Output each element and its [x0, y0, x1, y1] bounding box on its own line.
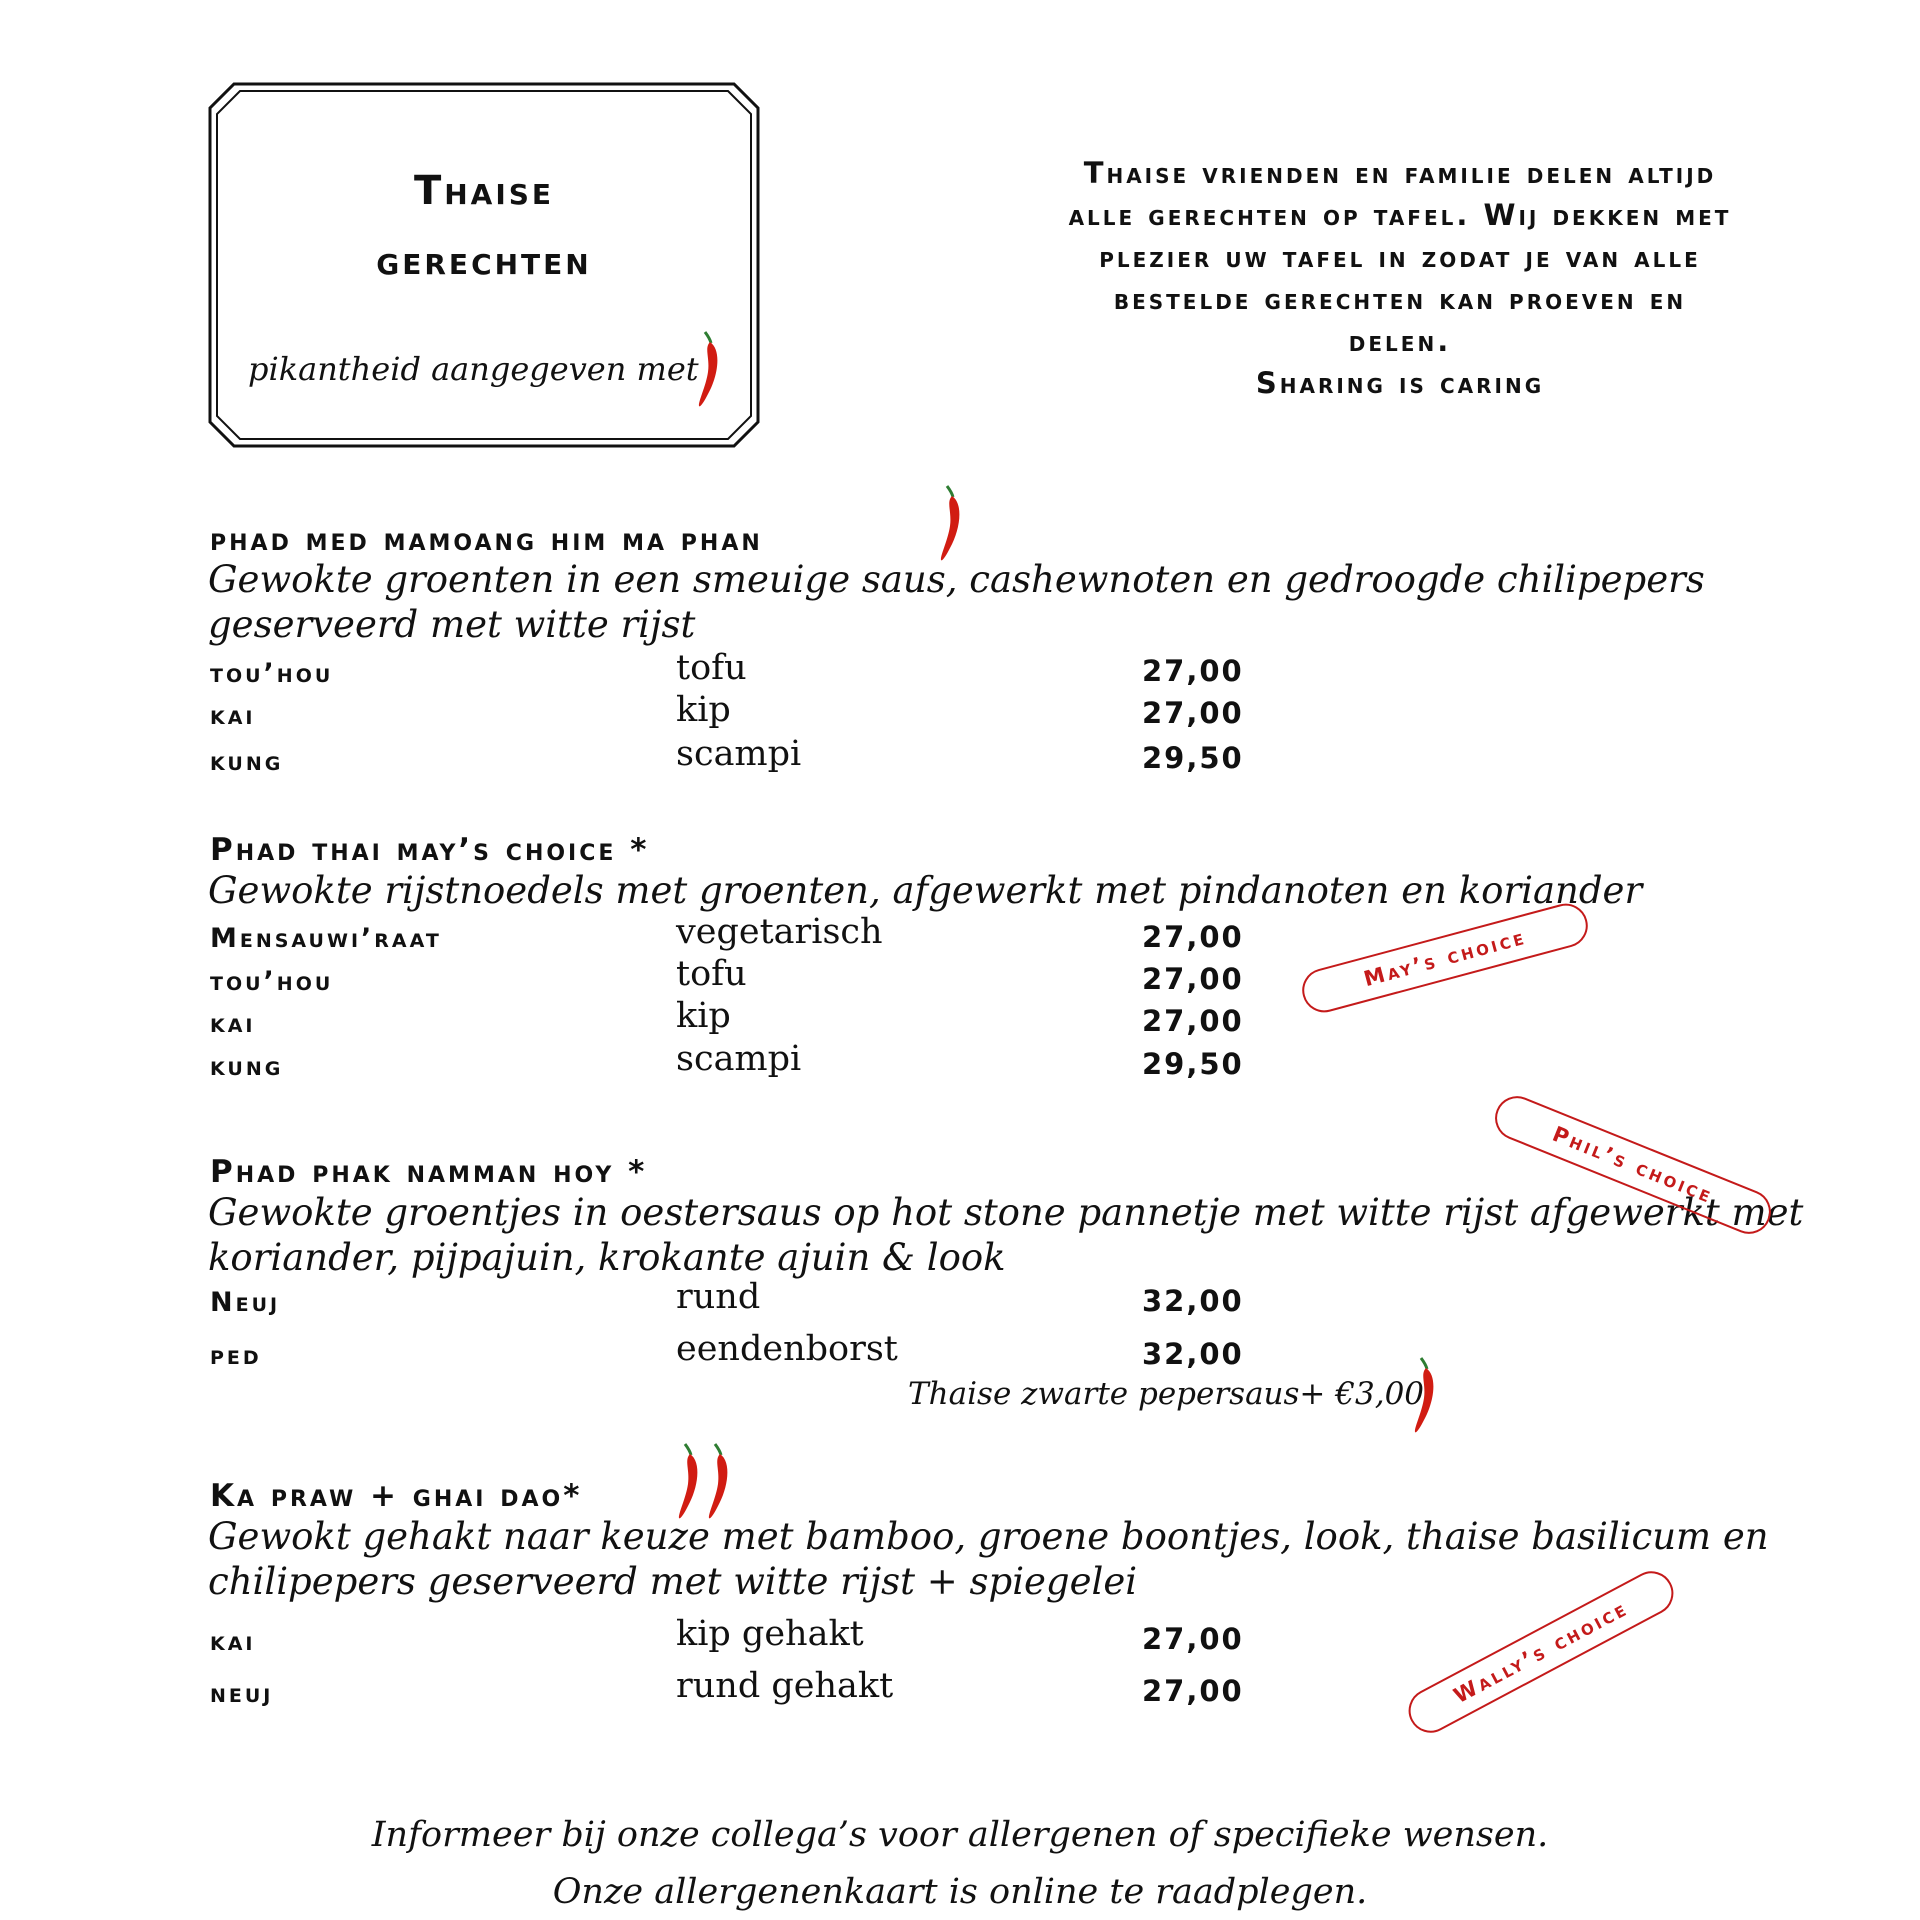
footer-allergen-online: Onze allergenenkaart is online te raadplegen.	[552, 1872, 1368, 1912]
variant-price: 27,00	[1142, 920, 1244, 954]
variant-price: 29,50	[1142, 1047, 1244, 1081]
variant-name: neuj	[210, 1678, 274, 1709]
chili-pepper-icon	[706, 1440, 736, 1522]
mays-choice-stamp: May’s choice	[1297, 899, 1592, 1018]
variant-name: Mensauwi’raat	[210, 923, 442, 954]
intro-line: alle gerechten op tafel. Wij dekken met	[1068, 198, 1732, 232]
extra-sauce: Thaise zwarte pepersaus+ €3,00	[908, 1376, 1425, 1412]
chili-pepper-icon	[1412, 1354, 1442, 1436]
variant-desc: rund gehakt	[676, 1666, 894, 1706]
intro-line: delen.	[1348, 324, 1452, 358]
intro-text	[940, 152, 1860, 404]
variant-price: 32,00	[1142, 1337, 1244, 1371]
variant-desc: tofu	[676, 954, 747, 994]
variant-desc: scampi	[676, 734, 802, 774]
variant-desc: kip gehakt	[676, 1614, 864, 1654]
title-box	[208, 82, 760, 448]
intro-line: Thaise vrienden en familie delen altijd	[1083, 156, 1717, 190]
intro-line: Sharing is caring	[1255, 366, 1545, 400]
intro-line: plezier uw tafel in zodat je van alle	[1099, 240, 1701, 274]
dish-title: Phad thai may’s choice *	[210, 832, 650, 868]
dish-description: Gewokte groentjes in oestersaus op hot stone pannetje met witte rijst afgewerkt met koriander, pijpajuin, krokante ajuin & look	[208, 1191, 1804, 1279]
variant-name: tou’hou	[210, 966, 334, 997]
chili-pepper-icon	[938, 482, 968, 564]
chili-pepper-icon	[696, 328, 726, 410]
variant-price: 27,00	[1142, 696, 1244, 730]
variant-name: tou’hou	[210, 658, 334, 689]
dish-title: phad med mamoang him ma phan	[210, 522, 763, 558]
variant-price: 32,00	[1142, 1284, 1244, 1318]
intro-line: bestelde gerechten kan proeven en	[1113, 282, 1687, 316]
variant-desc: tofu	[676, 648, 747, 688]
variant-name: kai	[210, 700, 256, 731]
dish-title: Ka praw + ghai dao*	[210, 1478, 583, 1514]
dish-description: Gewokte groenten in een smeuige saus, cashewnoten en gedroogde chilipepers geserveerd met witte rijst	[208, 558, 1705, 646]
footer-allergen-info: Informeer bij onze collega’s voor allergenen of specifieke wensen.	[371, 1815, 1549, 1855]
variant-desc: rund	[676, 1277, 761, 1317]
variant-desc: kip	[676, 690, 731, 730]
variant-desc: scampi	[676, 1039, 802, 1079]
title-line-1: Thaise	[413, 168, 555, 214]
variant-name: Neuj	[210, 1287, 281, 1318]
variant-price: 27,00	[1142, 962, 1244, 996]
variant-price: 27,00	[1142, 1674, 1244, 1708]
variant-desc: kip	[676, 996, 731, 1036]
variant-name: kung	[210, 746, 284, 777]
variant-name: kai	[210, 1008, 256, 1039]
spice-legend: pikantheid aangegeven met	[248, 350, 699, 388]
variant-name: ped	[210, 1340, 262, 1371]
variant-desc: vegetarisch	[676, 912, 883, 952]
title-line-2: gerechten	[376, 238, 592, 284]
variant-name: kung	[210, 1051, 284, 1082]
variant-price: 27,00	[1142, 1622, 1244, 1656]
chili-pepper-icon	[676, 1440, 706, 1522]
variant-name: kai	[210, 1626, 256, 1657]
dish-description: Gewokte rijstnoedels met groenten, afgewerkt met pindanoten en koriander	[208, 869, 1643, 912]
variant-price: 27,00	[1142, 654, 1244, 688]
variant-price: 27,00	[1142, 1004, 1244, 1038]
variant-price: 29,50	[1142, 741, 1244, 775]
dish-title: Phad phak namman hoy *	[210, 1154, 648, 1190]
dish-description: Gewokt gehakt naar keuze met bamboo, groene boontjes, look, thaise basilicum en chilipepers geserveerd met witte rijst + spiegelei	[208, 1515, 1769, 1603]
variant-desc: eendenborst	[676, 1329, 898, 1369]
phils-choice-stamp: Phil’s choice	[1488, 1090, 1777, 1241]
wallys-choice-stamp: Wally’s choice	[1401, 1564, 1681, 1741]
